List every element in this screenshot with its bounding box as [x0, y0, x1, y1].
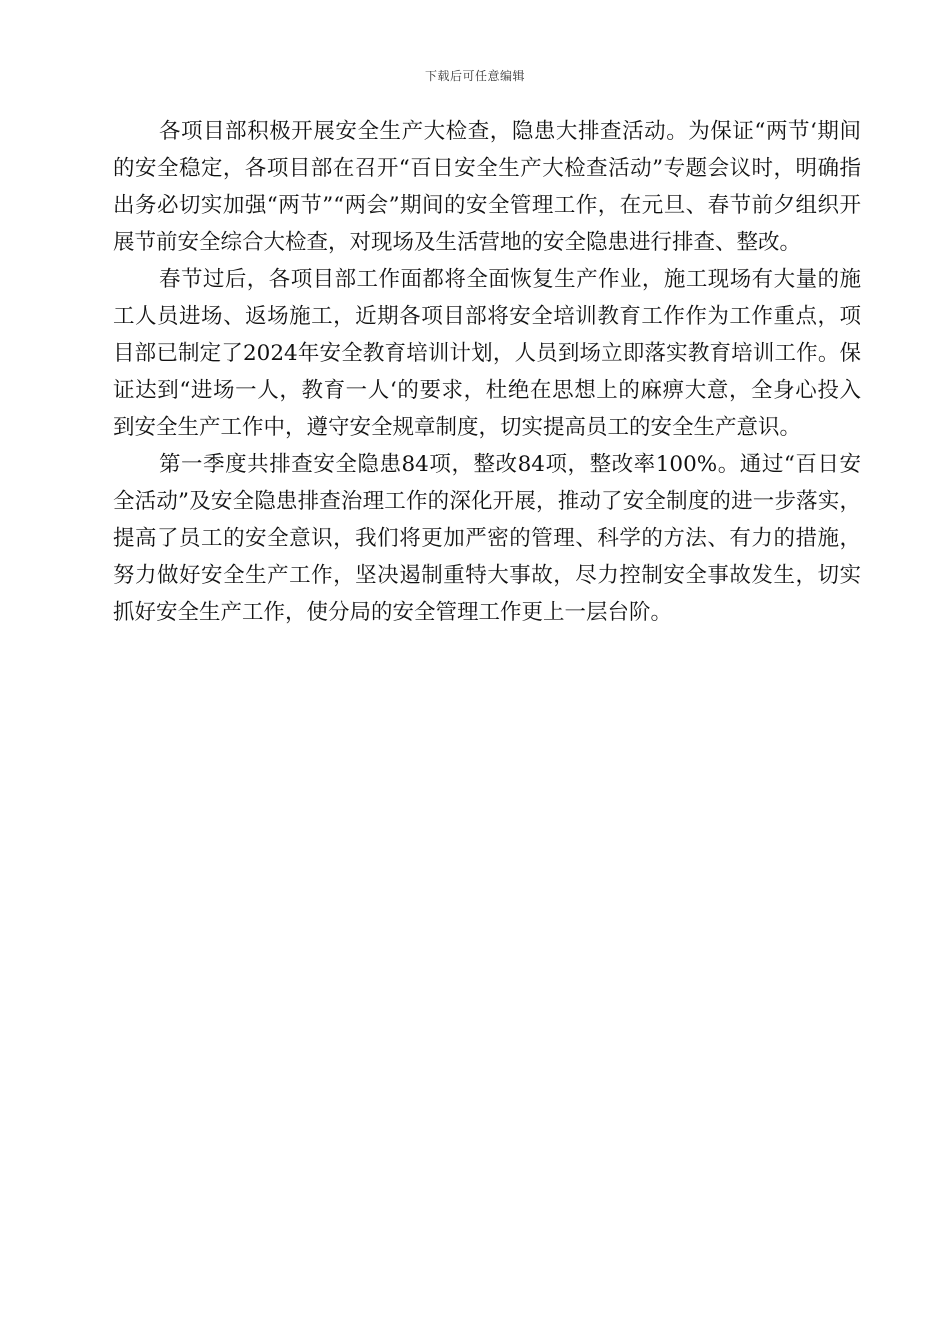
paragraph-safety-inspection: 各项目部积极开展安全生产大检查，隐患大排查活动。为保证“两节‘期间的安全稳定，各项目部在召开“百日安全生产大检查活动”专题会议时，明确指出务必切实加强“两节”“两会”期间的安全管理工作，在元旦、春节前夕组织开展节前安全综合大检查，对现场及生活营地的安全隐患进行排查、整改。 — [113, 119, 861, 255]
header-note: 下载后可任意编辑 — [424, 69, 525, 83]
paragraph-quarterly-summary: 第一季度共排查安全隐患84项，整改84项，整改率100%。通过“百日安全活动”及安全隐患排查治理工作的深化开展，推动了安全制度的进一步落实，提高了员工的安全意识，我们将更加严密的管理、科学的方法、有力的措施，努力做好安全生产工作，坚决遏制重特大事故，尽力控制安全事故发生，切实抓好安全生产工作，使分局的安全管理工作更上一层台阶。 — [113, 452, 861, 625]
document-body — [113, 113, 861, 631]
paragraph-safety-training: 春节过后，各项目部工作面都将全面恢复生产作业，施工现场有大量的施工人员进场、返场施工，近期各项目部将安全培训教育工作作为工作重点，项目部已制定了2024年安全教育培训计划，人员到场立即落实教育培训工作。保证达到“进场一人，教育一人‘的要求，杜绝在思想上的麻痹大意，全身心投入到安全生产工作中，遵守安全规章制度，切实提高员工的安全生产意识。 — [113, 267, 861, 440]
